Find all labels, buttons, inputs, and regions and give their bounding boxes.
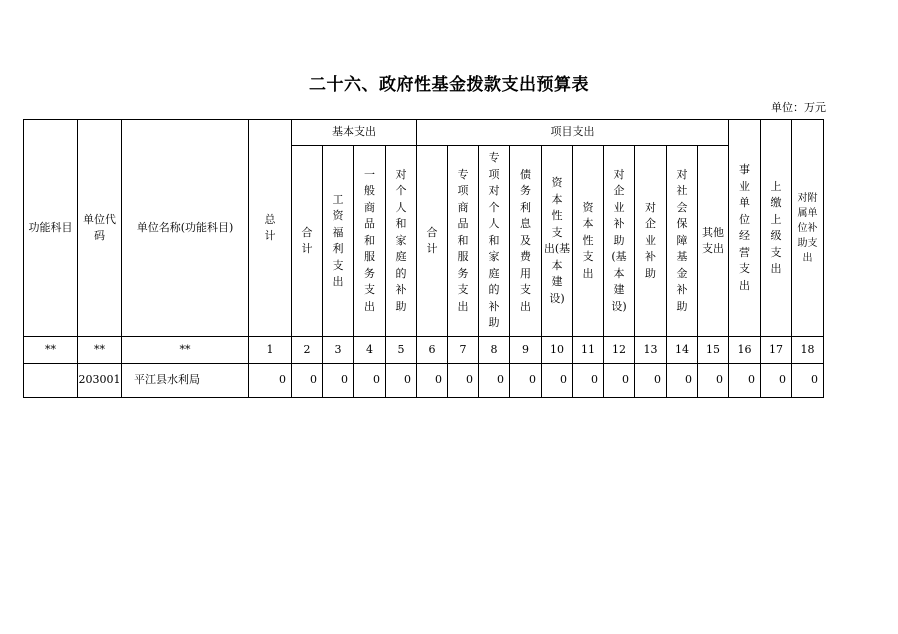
header-project-col: 其他 支出 [698,146,729,337]
table-row [24,364,824,398]
index-cell: 3 [323,337,354,364]
index-cell: 11 [573,337,604,364]
header-project-col: 对 社 会 保 障 基 金 补 助 [667,146,698,337]
budget-table [23,119,824,398]
value-cell: 0 [792,364,824,398]
header-subsidiary-expense: 对附 属单 位补 助支 出 [792,120,824,337]
header-func-subject: 功能科目 [24,120,78,337]
value-cell: 0 [635,364,667,398]
value-cell: 0 [292,364,323,398]
value-cell: 0 [354,364,386,398]
index-row [24,337,824,364]
index-cell: 13 [635,337,667,364]
header-project-col: 对 企 业 补 助 (基 本 建 设) [604,146,635,337]
value-cell: 0 [448,364,479,398]
header-group-basic: 基本支出 [292,120,417,146]
index-cell: 12 [604,337,635,364]
value-cell: 0 [573,364,604,398]
value-cell: 0 [667,364,698,398]
header-project-col: 对 企 业 补 助 [635,146,667,337]
header-unit-code: 单位代 码 [78,120,122,337]
header-project-col: 资 本 性 支 出 [573,146,604,337]
index-cell: 6 [417,337,448,364]
unit-label: 单位：万元 [771,101,826,114]
index-cell: ** [78,337,122,364]
unit-code-cell: 203001 [78,364,122,398]
header-project-col: 专 项 商 品 和 服 务 支 出 [448,146,479,337]
header-unit-name: 单位名称(功能科目) [122,120,249,337]
page-title: 二十六、政府性基金拨款支出预算表 [309,75,589,95]
value-cell: 0 [761,364,792,398]
value-cell: 0 [417,364,448,398]
index-cell: 18 [792,337,824,364]
value-cell: 0 [249,364,292,398]
index-cell: 17 [761,337,792,364]
header-row-1 [24,120,824,146]
header-group-project: 项目支出 [417,120,729,146]
index-cell: 9 [510,337,542,364]
header-business-expense: 事 业 单 位 经 营 支 出 [729,120,761,337]
index-cell: 16 [729,337,761,364]
value-cell: 0 [323,364,354,398]
header-project-col: 债 务 利 息 及 费 用 支 出 [510,146,542,337]
index-cell: 2 [292,337,323,364]
index-cell: 8 [479,337,510,364]
header-project-col: 合 计 [417,146,448,337]
index-cell: 4 [354,337,386,364]
header-basic-col: 工 资 福 利 支 出 [323,146,354,337]
index-cell: 7 [448,337,479,364]
value-cell: 0 [386,364,417,398]
header-basic-col: 对 个 人 和 家 庭 的 补 助 [386,146,417,337]
index-cell: ** [24,337,78,364]
value-cell: 0 [729,364,761,398]
header-total: 总 计 [249,120,292,337]
header-basic-col: 一 般 商 品 和 服 务 支 出 [354,146,386,337]
value-cell: 0 [479,364,510,398]
header-upper-expense: 上 缴 上 级 支 出 [761,120,792,337]
index-cell: 15 [698,337,729,364]
func-subject-cell [24,364,78,398]
value-cell: 0 [604,364,635,398]
index-cell: 5 [386,337,417,364]
index-cell: ** [122,337,249,364]
index-cell: 14 [667,337,698,364]
index-cell: 1 [249,337,292,364]
index-cell: 10 [542,337,573,364]
header-basic-col: 合 计 [292,146,323,337]
value-cell: 0 [542,364,573,398]
header-project-col: 资 本 性 支 出(基 本 建 设) [542,146,573,337]
value-cell: 0 [698,364,729,398]
header-project-col: 专 项 对 个 人 和 家 庭 的 补 助 [479,146,510,337]
value-cell: 0 [510,364,542,398]
unit-name-cell: 平江县水利局 [122,364,249,398]
